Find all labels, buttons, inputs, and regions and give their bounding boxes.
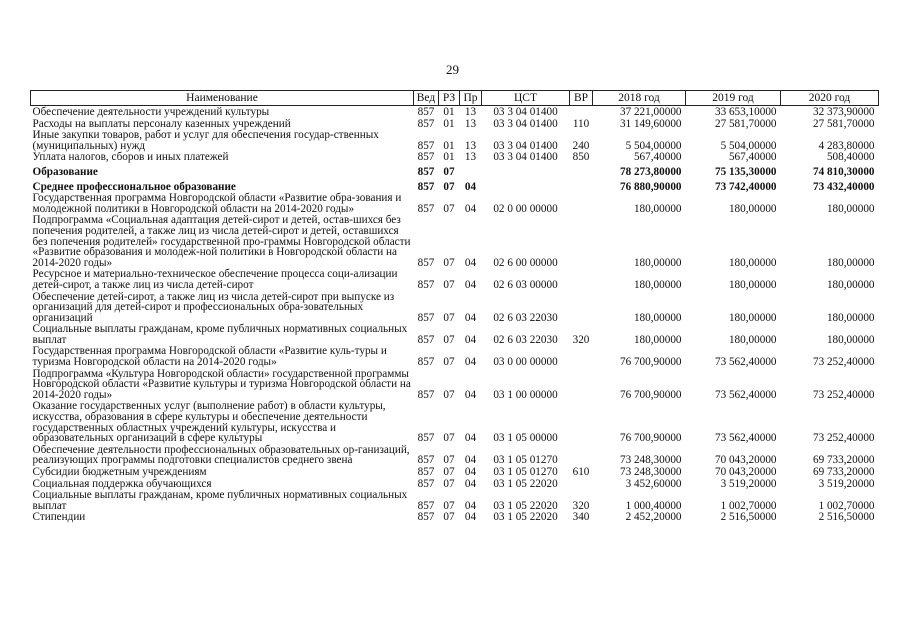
- cell-rz: 07: [443, 388, 455, 401]
- cell-vr: [570, 192, 593, 214]
- cell-y2018: 73 248,30000: [619, 466, 682, 478]
- cell-cst: 03 3 04 01400: [493, 106, 558, 118]
- cell-y2019: 27 581,70000: [714, 117, 777, 130]
- cell-y2019: 180,00000: [728, 202, 777, 215]
- cell-y2018: 76 880,90000: [619, 180, 682, 193]
- cell-name: Обеспечение деятельности профессиональных образовательных ор-ганизаций, реализующих программы подготовки специалистов среднего звена: [32, 443, 410, 467]
- cell-pr: 04: [464, 202, 477, 215]
- cell-ved: 857: [417, 151, 435, 164]
- cell-y2019: 5 504,00000: [720, 139, 777, 152]
- cell-vr: [570, 478, 593, 490]
- cell-pr: 13: [464, 117, 477, 130]
- cell-vr: [570, 214, 593, 268]
- cell-rz: 07: [443, 511, 455, 524]
- cell-y2018: 76 700,90000: [619, 388, 682, 401]
- cell-vr: 610: [572, 466, 590, 478]
- cell-vr: [570, 106, 593, 118]
- cell-cst: 02 6 03 22030: [493, 333, 558, 346]
- cell-cst: [482, 163, 570, 178]
- cell-vr: 850: [572, 151, 590, 164]
- cell-name: Обеспечение деятельности учреждений культуры: [32, 106, 270, 118]
- cell-cst: [482, 178, 570, 193]
- cell-vr: 340: [572, 511, 590, 524]
- cell-rz: 01: [443, 139, 455, 152]
- cell-y2019: 73 742,40000: [714, 180, 777, 193]
- cell-rz: 07: [443, 333, 455, 346]
- cell-rz: 07: [443, 202, 455, 215]
- cell-y2018: 31 149,60000: [619, 117, 682, 130]
- cell-name: Уплата налогов, сборов и иных платежей: [32, 151, 229, 164]
- cell-name: Обеспечение детей-сирот, а также лиц из числа детей-сирот при выпуске из организаций для детей-сирот и профессиональных обра-зовательных организаций: [32, 290, 395, 324]
- cell-y2020: 73 252,40000: [812, 356, 875, 369]
- table-row: [31, 214, 879, 268]
- header-2018: 2018 год: [593, 91, 686, 106]
- cell-y2018: 37 221,00000: [619, 106, 682, 118]
- cell-y2019: 70 043,20000: [714, 466, 777, 478]
- cell-y2018: 5 504,00000: [625, 139, 682, 152]
- cell-y2020: 180,00000: [826, 202, 875, 215]
- cell-name: Подпрограмма «Культура Новгородской области» государственной программы Новгородской области «Развитие культуры и туризма Новгородской области на 2014-2020 годы»: [32, 367, 411, 401]
- cell-y2019: 3 519,20000: [720, 477, 777, 490]
- cell-cst: 03 0 00 00000: [493, 356, 558, 369]
- cell-cst: 03 1 05 01270: [493, 454, 558, 467]
- cell-name: Ресурсное и материально-техническое обеспечение процесса соци-ализации детей-сирот, а также лиц из числа детей-сирот: [32, 268, 398, 291]
- table-row: [31, 323, 879, 345]
- table-row: [31, 151, 879, 163]
- cell-y2018: 180,00000: [633, 256, 682, 269]
- table-row: [31, 178, 879, 193]
- table-row: [31, 466, 879, 478]
- cell-y2020: 69 733,20000: [812, 466, 875, 478]
- cell-pr: 13: [464, 139, 477, 152]
- cell-y2020: 180,00000: [826, 333, 875, 346]
- table-body: [31, 106, 879, 523]
- cell-cst: 02 6 00 00000: [493, 256, 558, 269]
- table-row: [31, 478, 879, 490]
- cell-y2020: 180,00000: [826, 311, 875, 324]
- cell-y2020: 3 519,20000: [818, 477, 875, 490]
- cell-rz: 07: [443, 454, 455, 467]
- cell-pr: 04: [464, 356, 477, 369]
- cell-cst: 03 1 05 22020: [493, 477, 558, 490]
- cell-y2019: 33 653,10000: [714, 106, 777, 118]
- cell-ved: 857: [417, 106, 435, 118]
- cell-cst: 02 0 00 00000: [493, 202, 558, 215]
- table-row: [31, 345, 879, 367]
- cell-y2020: 73 252,40000: [812, 388, 875, 401]
- cell-vr: 320: [572, 499, 590, 512]
- cell-name: Подпрограмма «Социальная адаптация детей-сирот и детей, остав-шихся без попечения родителей, а также лиц из числа детей-сирот и детей, оставшихся без попечения родителей» государственной про-граммы Новгородской области «Развитие образования и молодеж-ной политики в Новгородской области на 2014-2020 годы»: [32, 214, 411, 269]
- cell-pr: 13: [464, 151, 477, 164]
- cell-rz: 07: [443, 256, 455, 269]
- cell-pr: 04: [464, 477, 477, 490]
- cell-y2019: 180,00000: [728, 311, 777, 324]
- header-rz: РЗ: [439, 91, 460, 106]
- cell-y2019: 73 562,40000: [714, 388, 777, 401]
- cell-ved: 857: [417, 165, 435, 178]
- cell-pr: 04: [464, 256, 477, 269]
- cell-pr: 04: [464, 454, 477, 467]
- cell-vr: 320: [572, 333, 590, 346]
- header-2020: 2020 год: [781, 91, 879, 106]
- cell-name: Среднее профессиональное образование: [32, 180, 236, 193]
- cell-name: Оказание государственных услуг (выполнение работ) в области культуры, искусства, образования в сфере культуры и обеспечение деятельности государственных областных учреждений культуры, искусства и образовательных организаций в сфере культуры: [32, 400, 386, 445]
- cell-vr: [570, 178, 593, 193]
- cell-pr: [460, 163, 482, 178]
- cell-cst: 03 1 05 22020: [493, 499, 558, 512]
- cell-pr: 04: [464, 388, 477, 401]
- cell-cst: 03 1 05 22020: [493, 511, 558, 524]
- cell-y2018: 180,00000: [633, 278, 682, 291]
- cell-cst: 02 6 03 22030: [493, 311, 558, 324]
- cell-pr: 13: [464, 106, 477, 118]
- cell-rz: 07: [443, 499, 455, 512]
- cell-ved: 857: [417, 139, 435, 152]
- cell-vr: 110: [572, 117, 590, 130]
- cell-rz: 01: [443, 117, 455, 130]
- cell-y2018: 73 248,30000: [619, 454, 682, 467]
- budget-table: [30, 90, 879, 523]
- cell-ved: 857: [417, 311, 435, 324]
- cell-y2020: 2 516,50000: [818, 511, 875, 524]
- cell-y2019: 180,00000: [728, 333, 777, 346]
- cell-y2020: 32 373,90000: [812, 106, 875, 118]
- cell-vr: [570, 345, 593, 367]
- cell-y2019: 2 516,50000: [720, 511, 777, 524]
- cell-rz: 01: [443, 106, 455, 118]
- table-row: [31, 400, 879, 443]
- cell-rz: 07: [443, 466, 455, 478]
- cell-y2018: 3 452,60000: [625, 477, 682, 490]
- cell-name: Стипендии: [32, 511, 86, 524]
- cell-y2019: 1 002,70000: [720, 499, 777, 512]
- cell-rz: 01: [443, 151, 455, 164]
- header-row: [31, 91, 879, 106]
- cell-ved: 857: [417, 278, 435, 291]
- cell-rz: 07: [443, 432, 455, 445]
- cell-pr: 04: [464, 311, 477, 324]
- cell-y2018: 78 273,80000: [619, 165, 682, 178]
- cell-vr: [570, 268, 593, 290]
- cell-rz: 07: [443, 311, 455, 324]
- cell-name: Государственная программа Новгородской области «Развитие куль-туры и туризма Новгородской области на 2014-2020 годы»: [32, 345, 387, 369]
- header-name: Наименование: [31, 91, 414, 106]
- cell-y2018: 1 000,40000: [625, 499, 682, 512]
- cell-name: Социальные выплаты гражданам, кроме публичных нормативных социальных выплат: [32, 323, 408, 346]
- header-cst: ЦСТ: [482, 91, 570, 106]
- cell-name: Образование: [32, 165, 98, 178]
- cell-y2020: 180,00000: [826, 278, 875, 291]
- cell-ved: 857: [417, 454, 435, 467]
- header-pr: Пр: [460, 91, 482, 106]
- cell-vr: [570, 291, 593, 324]
- cell-y2018: 180,00000: [633, 202, 682, 215]
- cell-y2018: 180,00000: [633, 311, 682, 324]
- cell-name: Государственная программа Новгородской области «Развитие обра-зования и молодежной политики в Новгородской области на 2014-2020 годы»: [32, 192, 402, 215]
- cell-y2019: 180,00000: [728, 278, 777, 291]
- cell-y2020: 4 283,80000: [818, 139, 875, 152]
- cell-ved: 857: [417, 356, 435, 369]
- cell-name: Субсидии бюджетным учреждениям: [32, 466, 207, 478]
- cell-ved: 857: [417, 180, 435, 193]
- cell-y2020: 74 810,30000: [812, 165, 875, 178]
- table-row: [31, 489, 879, 511]
- cell-rz: 07: [443, 477, 455, 490]
- page-number: 29: [446, 62, 459, 77]
- table-row: [31, 444, 879, 466]
- table-row: [31, 192, 879, 214]
- cell-cst: 03 1 00 00000: [493, 388, 558, 401]
- cell-y2018: 2 452,20000: [625, 511, 682, 524]
- cell-ved: 857: [417, 256, 435, 269]
- cell-cst: 03 3 04 01400: [493, 139, 558, 152]
- cell-y2020: 27 581,70000: [812, 117, 875, 130]
- cell-y2019: 75 135,30000: [714, 165, 777, 178]
- cell-pr: 04: [464, 432, 477, 445]
- table-row: [31, 163, 879, 178]
- cell-pr: 04: [464, 333, 477, 346]
- cell-ved: 857: [417, 499, 435, 512]
- cell-ved: 857: [417, 202, 435, 215]
- cell-vr: [570, 400, 593, 443]
- cell-cst: 02 6 03 00000: [493, 278, 558, 291]
- cell-ved: 857: [417, 466, 435, 478]
- cell-ved: 857: [417, 432, 435, 445]
- cell-name: Расходы на выплаты персоналу казенных учреждений: [32, 117, 291, 130]
- cell-pr: 04: [464, 180, 477, 193]
- cell-y2019: 73 562,40000: [714, 356, 777, 369]
- cell-vr: [570, 163, 593, 178]
- cell-y2019: 567,40000: [728, 151, 777, 164]
- cell-pr: 04: [464, 466, 477, 478]
- table-row: [31, 291, 879, 324]
- cell-y2019: 73 562,40000: [714, 432, 777, 445]
- cell-y2020: 1 002,70000: [818, 499, 875, 512]
- header-vr: ВР: [570, 91, 593, 106]
- table-row: [31, 118, 879, 130]
- cell-rz: 07: [443, 180, 455, 193]
- table-header: [31, 91, 879, 106]
- cell-cst: 03 3 04 01400: [493, 151, 558, 164]
- cell-pr: 04: [464, 499, 477, 512]
- cell-y2018: 567,40000: [633, 151, 682, 164]
- table-row: [31, 106, 879, 118]
- cell-cst: 03 1 05 00000: [493, 432, 558, 445]
- cell-vr: [570, 444, 593, 466]
- cell-cst: 03 1 05 01270: [493, 466, 558, 478]
- cell-y2018: 180,00000: [633, 333, 682, 346]
- cell-vr: 240: [572, 139, 590, 152]
- table-row: [31, 268, 879, 290]
- cell-rz: 07: [443, 356, 455, 369]
- cell-ved: 857: [417, 477, 435, 490]
- cell-ved: 857: [417, 511, 435, 524]
- cell-y2019: 180,00000: [728, 256, 777, 269]
- cell-y2019: 70 043,20000: [714, 454, 777, 467]
- cell-ved: 857: [417, 117, 435, 130]
- cell-y2020: 508,40000: [826, 151, 875, 164]
- table-row: [31, 511, 879, 523]
- cell-name: Социальные выплаты гражданам, кроме публичных нормативных социальных выплат: [32, 489, 408, 512]
- cell-y2020: 69 733,20000: [812, 454, 875, 467]
- cell-cst: 03 3 04 01400: [493, 117, 558, 130]
- cell-rz: 07: [443, 278, 455, 291]
- cell-pr: 04: [464, 511, 477, 524]
- cell-pr: 04: [464, 278, 477, 291]
- header-2019: 2019 год: [686, 91, 781, 106]
- cell-y2020: 180,00000: [826, 256, 875, 269]
- cell-y2018: 76 700,90000: [619, 432, 682, 445]
- table-row: [31, 368, 879, 401]
- header-ved: Вед: [414, 91, 439, 106]
- cell-name: Социальная поддержка обучающихся: [32, 477, 212, 490]
- cell-y2020: 73 432,40000: [812, 180, 875, 193]
- cell-ved: 857: [417, 388, 435, 401]
- cell-ved: 857: [417, 333, 435, 346]
- cell-y2018: 76 700,90000: [619, 356, 682, 369]
- cell-rz: 07: [443, 165, 455, 178]
- cell-y2020: 73 252,40000: [812, 432, 875, 445]
- cell-name: Иные закупки товаров, работ и услуг для обеспечения государ-ственных (муниципальных) нужд: [32, 129, 379, 152]
- table-row: [31, 129, 879, 151]
- cell-vr: [570, 368, 593, 401]
